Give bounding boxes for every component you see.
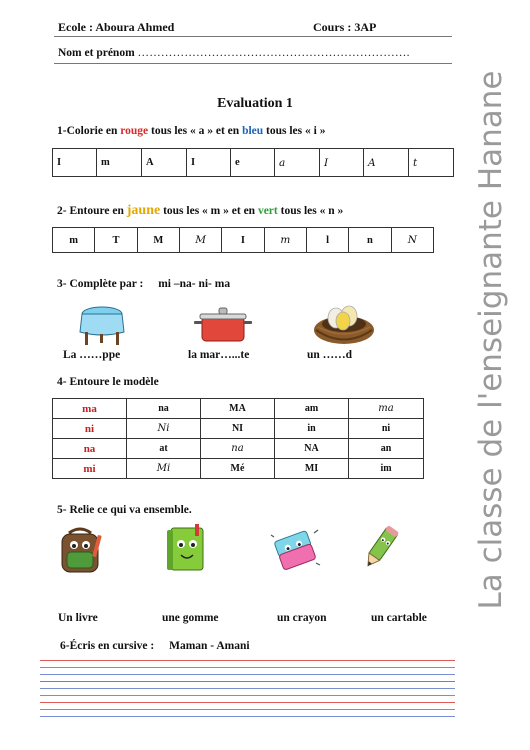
letter-cell-cursive[interactable]: t <box>409 149 454 177</box>
name-rule <box>54 63 452 64</box>
question-5: 5- Relie ce qui va ensemble. <box>57 504 192 516</box>
page-title: Evaluation 1 <box>217 96 293 111</box>
school-name: Ecole : Aboura Ahmed <box>58 20 175 34</box>
choice-cell[interactable]: in <box>275 419 349 439</box>
word-book[interactable]: Un livre <box>58 612 98 624</box>
q1-suffix: tous les « i » <box>263 125 326 137</box>
letter-cell[interactable]: A <box>142 149 187 177</box>
letter-cell[interactable]: m <box>97 149 142 177</box>
choice-cell[interactable]: an <box>349 439 424 459</box>
book-picture <box>163 524 209 574</box>
pot-picture <box>193 305 253 345</box>
letter-cell-cursive[interactable]: N <box>391 228 433 253</box>
ruled-writing-area[interactable] <box>40 660 455 717</box>
fill-blank-2[interactable]: la mar…...te <box>188 349 250 361</box>
letter-cell[interactable]: I <box>53 149 97 177</box>
letter-cell-cursive[interactable]: m <box>264 228 306 253</box>
choice-cell[interactable]: Mé <box>201 459 275 479</box>
model-table <box>52 398 424 479</box>
model-cell: mi <box>53 459 127 479</box>
schoolbag-picture <box>55 525 105 577</box>
eraser-picture <box>270 525 322 575</box>
letter-cell-cursive[interactable]: A <box>364 149 409 177</box>
choice-cell[interactable]: na <box>127 399 201 419</box>
nest-picture <box>312 297 376 347</box>
q2-color-yellow: jaune <box>126 203 161 218</box>
q3-options: mi –na- ni- ma <box>158 278 231 290</box>
question-3 <box>57 278 230 290</box>
letter-cell[interactable]: m <box>53 228 95 253</box>
letter-cell-cursive[interactable]: M <box>179 228 221 253</box>
header-rule <box>54 36 452 37</box>
choice-cell[interactable]: at <box>127 439 201 459</box>
letter-cell[interactable]: l <box>306 228 348 253</box>
question-1 <box>57 125 325 137</box>
name-label: Nom et prénom <box>58 47 135 59</box>
q2-prefix: 2- Entoure en <box>57 205 127 217</box>
question-6 <box>60 640 250 652</box>
fill-blank-1[interactable]: La ……ppe <box>63 349 121 361</box>
q1-color-red: rouge <box>120 125 149 137</box>
q6-words: Maman - Amani <box>169 640 250 652</box>
letter-cell[interactable]: T <box>95 228 137 253</box>
table-row <box>53 439 424 459</box>
model-cell: ni <box>53 419 127 439</box>
choice-cell[interactable]: am <box>275 399 349 419</box>
pencil-picture <box>360 523 402 573</box>
model-cell: na <box>53 439 127 459</box>
q2-color-green: vert <box>257 205 278 217</box>
q1-prefix: 1-Colorie en <box>57 125 121 137</box>
letter-cell[interactable]: n <box>349 228 391 253</box>
question-4: 4- Entoure le modèle <box>57 376 159 388</box>
choice-cell[interactable]: MI <box>275 459 349 479</box>
table-row <box>53 459 424 479</box>
letter-cell[interactable]: I <box>187 149 231 177</box>
question-2 <box>57 203 343 219</box>
choice-cell[interactable]: na <box>201 439 275 459</box>
table-row <box>53 149 454 177</box>
letters-table-2 <box>52 227 434 253</box>
choice-cell[interactable]: ma <box>349 399 424 419</box>
letter-cell-cursive[interactable]: I <box>320 149 364 177</box>
choice-cell[interactable]: Mi <box>127 459 201 479</box>
q2-suffix: tous les « n » <box>277 205 344 217</box>
letter-cell-cursive[interactable]: a <box>275 149 320 177</box>
q2-mid: tous les « m » et en <box>160 205 258 217</box>
table-row <box>53 399 424 419</box>
q3-prompt: 3- Complète par : <box>57 278 144 290</box>
table-row <box>53 228 434 253</box>
choice-cell[interactable]: NA <box>275 439 349 459</box>
name-line <box>58 47 410 59</box>
name-dots: ……………………………………………………………. <box>137 47 410 59</box>
choice-cell[interactable]: NI <box>201 419 275 439</box>
fill-blank-3[interactable]: un ……d <box>307 349 353 361</box>
q1-color-blue: bleu <box>242 125 264 137</box>
q1-mid: tous les « a » et en <box>148 125 243 137</box>
choice-cell[interactable]: Ni <box>127 419 201 439</box>
letter-cell[interactable]: I <box>222 228 264 253</box>
model-cell: ma <box>53 399 127 419</box>
course-label: Cours : 3AP <box>313 20 377 34</box>
side-watermark <box>470 70 512 610</box>
letter-cell[interactable]: e <box>231 149 275 177</box>
word-eraser[interactable]: une gomme <box>162 612 219 624</box>
q6-prompt: 6-Écris en cursive : <box>60 640 155 652</box>
word-schoolbag[interactable]: un cartable <box>371 612 427 624</box>
letters-table-1 <box>52 148 454 177</box>
table-row <box>53 419 424 439</box>
watermark-text: La classe de l'enseignante Hanane <box>473 70 509 610</box>
choice-cell[interactable]: MA <box>201 399 275 419</box>
word-pencil[interactable]: un crayon <box>277 612 327 624</box>
table-picture <box>78 303 126 347</box>
letter-cell[interactable]: M <box>137 228 179 253</box>
choice-cell[interactable]: ni <box>349 419 424 439</box>
choice-cell[interactable]: im <box>349 459 424 479</box>
